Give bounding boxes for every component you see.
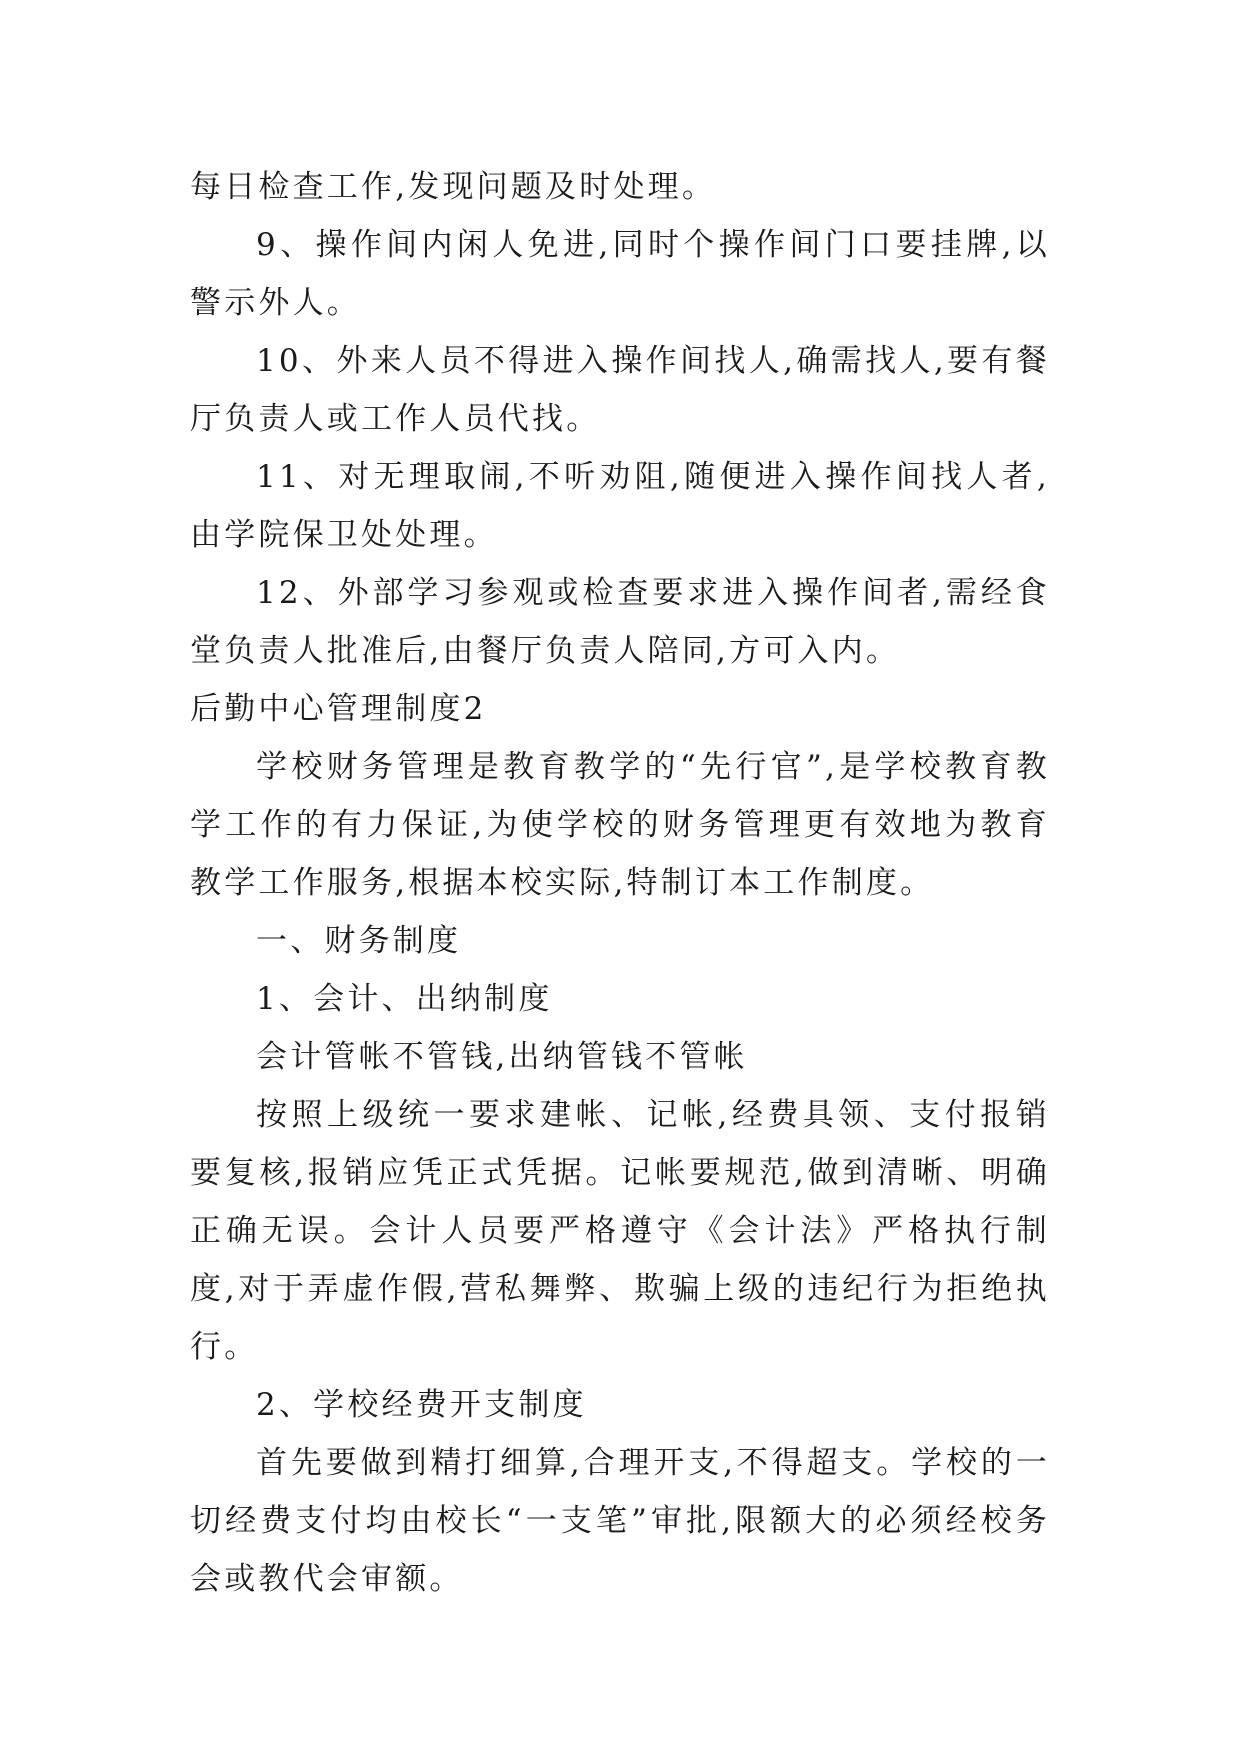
paragraph-item-12: 12、外部学习参观或检查要求进入操作间者,需经食堂负责人批准后,由餐厅负责人陪同,方可入内。 [190,575,1050,669]
paragraph-item-10: 10、外来人员不得进入操作间找人,确需找人,要有餐厅负责人或工作人员代找。 [190,343,1050,437]
subheading-accounting-cashier: 1、会计、出纳制度 [256,981,553,1017]
paragraph-accounting-detail: 按照上级统一要求建帐、记帐,经费具领、支付报销要复核,报销应凭正式凭据。记帐要规范,做到清晰、明确正确无误。会计人员要严格遵守《会计法》严格执行制度,对于弄虚作假,营私舞弊、欺骗上级的违纪行为拒绝执行。 [190,1097,1050,1365]
subheading-finance-system: 一、财务制度 [256,923,462,959]
subheading-expenditure: 2、学校经费开支制度 [256,1387,587,1423]
document-body [190,158,1050,1608]
paragraph-item-9: 9、操作间内闲人免进,同时个操作间门口要挂牌,以警示外人。 [190,227,1050,321]
paragraph-intro: 学校财务管理是教育教学的“先行官”,是学校教育教学工作的有力保证,为使学校的财务管理更有效地为教育教学工作服务,根据本校实际,特制订本工作制度。 [190,749,1050,901]
paragraph-continuation: 每日检查工作,发现问题及时处理。 [190,169,717,205]
section-heading: 后勤中心管理制度2 [190,691,487,727]
paragraph-accounting-rule: 会计管帐不管钱,出纳管钱不管帐 [256,1039,748,1075]
paragraph-expenditure-detail: 首先要做到精打细算,合理开支,不得超支。学校的一切经费支付均由校长“一支笔”审批,限额大的必须经校务会或教代会审额。 [190,1445,1050,1597]
paragraph-item-11: 11、对无理取闹,不听劝阻,随便进入操作间找人者,由学院保卫处处理。 [190,459,1050,553]
